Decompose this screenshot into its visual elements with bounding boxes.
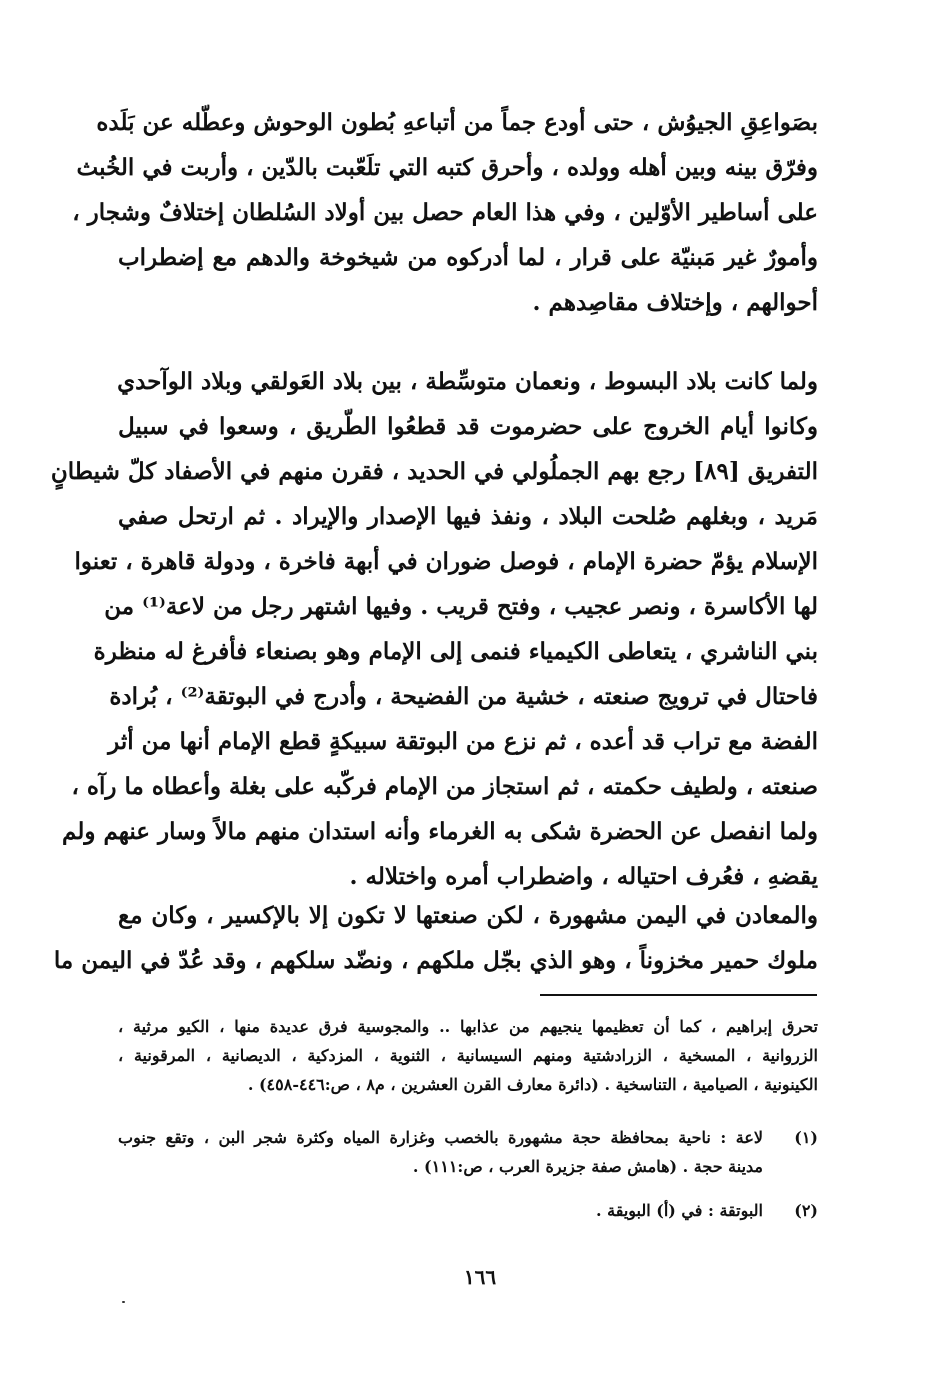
footnote-line: البوتقة : في (أ) البويقة . [596,1201,763,1220]
text-line: ملوك حمير مخزوناً ، وهو الذي بجّل ملكهم ، ونضّد سلكهم ، وقد عُدّ في اليمن ما [53,947,818,974]
footnote-2 [118,1196,818,1225]
text-line: على أساطير الأوّلين ، وفي هذا العام حصل بين أولاد السُلطان إختلافٌ وشجار ، [72,199,818,226]
text-line: وأمورٌ غير مَبنيّة على قرار ، لما أدركوه من شيخوخة والدهم مع إضطراب [118,244,818,271]
footnote-line: الكينونية ، الصيامية ، التناسخية . (دائرة معارف القرن العشرين ، م٨ ، ص:٤٤٦-٤٥٨) . [247,1075,818,1094]
footnote-continuation [118,1012,818,1099]
text-line: ولما كانت بلاد البسوط ، ونعمان متوسِّطة ، بين بلاد العَولقي وبلاد الوآحدي [117,368,818,395]
text-line: بصَواعِقِ الجيوُش ، حتى أودع جماً من أتباعهِ بُطون الوحوش وعطّله عن بَلَده [96,109,818,136]
text-line: وكانوا أيام الخروج على حضرموت قد قطعُوا الطّريق ، وسعوا في سبيل [118,413,819,440]
footnote-number: (٢) [794,1201,818,1220]
text-line: الفضة مع تراب قد أعده ، ثم نزع من البوتقة سبيكةٍ قطع الإمام أنها من أثر [108,728,818,755]
text-line: صنعته ، ولطيف حكمته ، ثم استجاز من الإمام فركّبه على بغلة وأعطاه ما رآه ، [71,773,818,800]
footnote-line: تحرق إبراهيم ، كما أن تعظيمها ينجيهم من عذابها .. والمجوسية فرق عديدة منها ، الكيو مرثية ، [118,1017,819,1036]
text-line: مَريد ، وبغلهم صُلحت البلاد ، ونفذ فيها الإصدار والإيراد . ثم ارتحل صفي [118,503,818,530]
text-line: يقضهِ ، فعُرف احتياله ، واضطراب أمره واختلاله . [349,863,818,890]
footnote-line: الزروانية ، المسخية ، الزرادشتية ومنهم السيسانية ، الثنوية ، المزدكية ، الديصانية ، المرقونية ، [118,1046,818,1065]
paragraph-3 [53,893,818,983]
footnote-separator [540,994,817,996]
text-line: التفريق [٨٩] رجع بهم الجملُولي في الحديد ، فقرن منهم في الأصفاد كلّ شيطانٍ [50,458,818,485]
paragraph-1 [72,100,818,325]
text-line: الإسلام يؤمّ حضرة الإمام ، فوصل ضوران في أبهة فاخرة ، ودولة قاهرة ، تعنوا [74,548,818,575]
text-line: ولما انفصل عن الحضرة شكى به الغرماء وأنه استدان منهم مالاً وسار عنهم ولم [62,818,818,845]
text-line: والمعادن في اليمن مشهورة ، لكن صنعتها لا تكون إلا بالإكسير ، وكان مع [118,902,818,929]
footnote-number: (١) [794,1128,818,1147]
scan-speck [122,1301,125,1303]
text-line: فاحتال في ترويج صنعته ، خشية من الفضيحة ، وأدرج في البوتقة⁽²⁾ ، بُرادة [109,683,818,710]
paragraph-2 [50,359,819,899]
footnote-line: لاعة : ناحية بمحافظة حجة مشهورة بالخصب وغزارة المياه وكثرة شجر البن ، وتقع جنوب [118,1128,764,1147]
footnote-1 [118,1123,818,1181]
text-line: لها الأكاسرة ، ونصر عجيب ، وفتح قريب . وفيها اشتهر رجل من لاعة⁽¹⁾ من [104,593,818,620]
text-line: وفرّق بينه وبين أهله وولده ، وأحرق كتبه التي تلَعّبت بالدّين ، وأربت في الخُبث [76,154,818,181]
text-line: أحوالهم ، وإختلاف مقاصِدهم . [532,289,818,316]
footnote-line: مدينة حجة . (هامش صفة جزيرة العرب ، ص:١١١) . [412,1157,763,1176]
text-line: بني الناشري ، يتعاطى الكيمياء فنمى إلى الإمام وهو بصنعاء فأفرغ له منظرة [93,638,818,665]
page-number: ١٦٦ [463,1265,497,1289]
